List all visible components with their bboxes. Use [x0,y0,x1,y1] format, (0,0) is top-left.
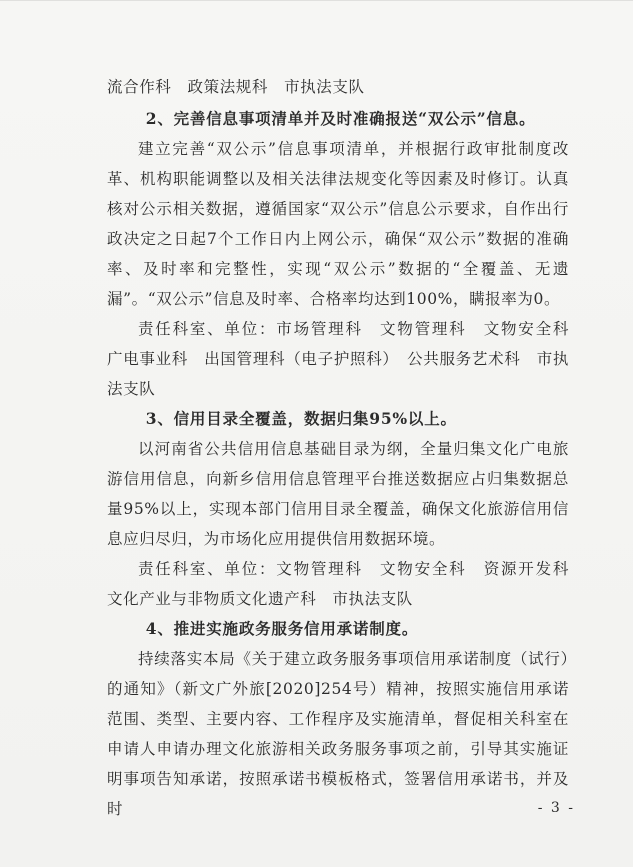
document-body [107,72,586,824]
continued-department-line: 流合作科 政策法规科 市执法支队 [107,78,365,96]
section-2-responsible-units: 责任科室、单位：市场管理科 文物管理科 文物安全科 广电事业科 出国管理科（电子护照科） 公共服务艺术科 市执法支队 [107,320,586,398]
section-2-paragraph: 建立完善“双公示”信息事项清单，并根据行政审批制度改革、机构职能调整以及相关法律法规变化等因素及时修订。认真核对公示相关数据，遵循国家“双公示”信息公示要求，自作出行政决定之日起7个工作日内上网公示，确保“双公示”数据的准确率、及时率和完整性，实现“双公示”数据的“全覆盖、无遗漏”。“双公示”信息及时率、合格率均达到100%，瞒报率为0。 [107,140,569,308]
section-3-paragraph: 以河南省公共信用信息基础目录为纲，全量归集文化广电旅游信用信息，向新乡信用信息管理平台推送数据应占归集数据总量95%以上，实现本部门信用目录全覆盖，确保文化旅游信用信息应归尽归，为市场化应用提供信用数据环境。 [107,440,569,548]
scan-edge-mark [0,0,633,1]
section-heading-2: 2、完善信息事项清单并及时准确报送“双公示”信息。 [145,109,536,128]
section-4-paragraph: 持续落实本局《关于建立政务服务事项信用承诺制度（试行）的通知》（新文广外旅[2020]254号）精神，按照实施信用承诺范围、类型、主要内容、工作程序及实施清单，督促相关科室在申请人申请办理文化旅游相关政务服务事项之前，引导其实施证明事项告知承诺，按照承诺书模板格式，签署信用承诺书，并及时 [107,650,569,818]
section-3-responsible-units: 责任科室、单位：文物管理科 文物安全科 资源开发科 文化产业与非物质文化遗产科 市执法支队 [107,560,586,608]
page-number: - 3 - [537,800,575,816]
section-heading-4: 4、推进实施政务服务信用承诺制度。 [145,619,419,638]
section-heading-3: 3、信用目录全覆盖，数据归集95%以上。 [145,409,457,428]
